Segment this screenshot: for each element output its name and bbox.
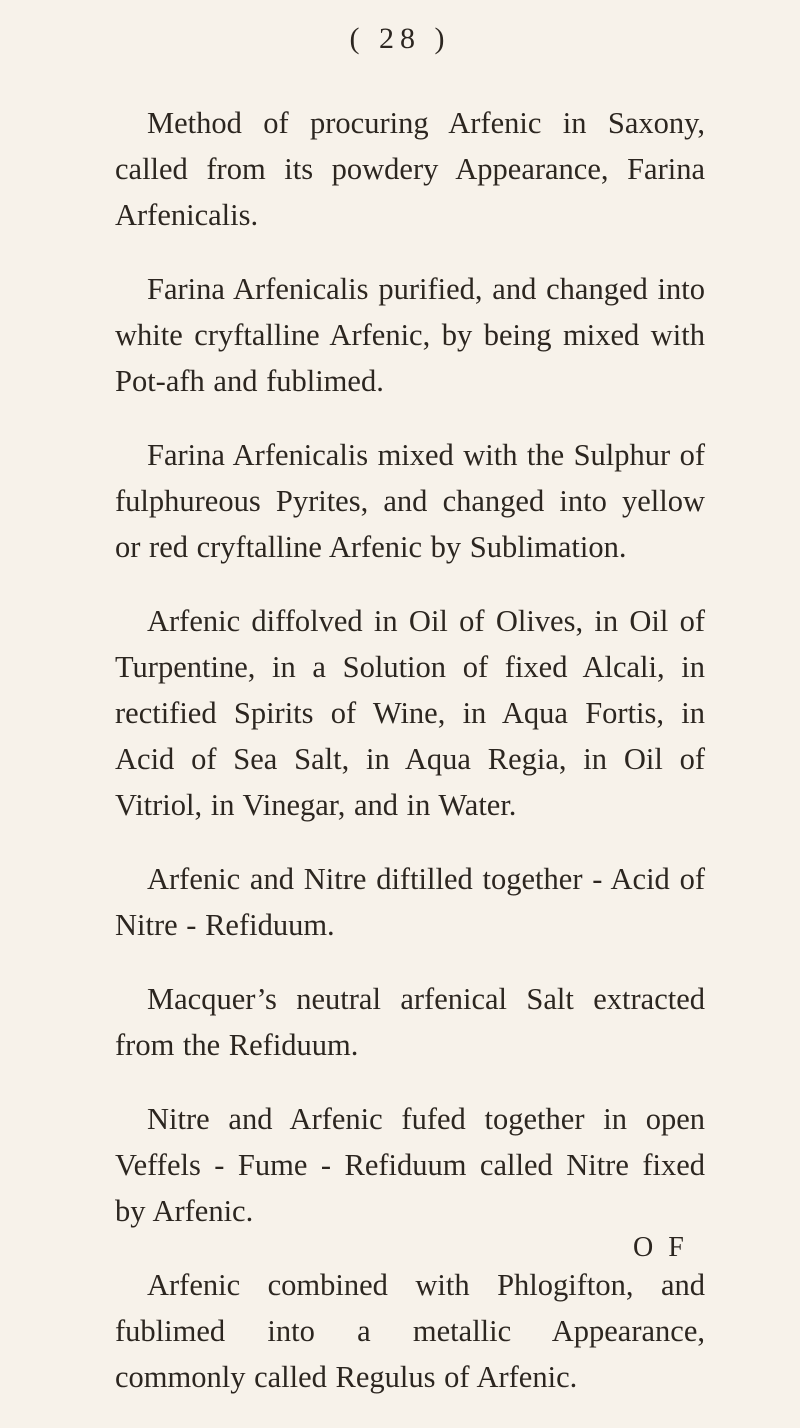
paragraph-farina-purified: Farina Arfenicalis purified, and changed into white cryftalline Arfenic, by being mixed with Pot-afh and fublimed.: [115, 272, 705, 398]
paragraph-arsenic-nitre-distilled: Arfenic and Nitre diftilled together - Acid of Nitre - Refiduum.: [115, 862, 705, 942]
paragraph-macquer-salt: Macquer’s neutral arfenical Salt extracted from the Refiduum.: [115, 982, 705, 1062]
paragraph-farina-sulphur: Farina Arfenicalis mixed with the Sulphur of fulphureous Pyrites, and changed into yellow or red cryftalline Arfenic by Sublimation.: [115, 438, 705, 564]
page-number: ( 28 ): [349, 22, 451, 55]
paragraph-regulus: Arfenic combined with Phlogifton, and fublimed into a metallic Appearance, commonly called Regulus of Arfenic.: [115, 1268, 705, 1394]
paragraph-nitre-fused: Nitre and Arfenic fufed together in open Veffels - Fume - Refiduum called Nitre fixed by Arfenic.: [115, 1102, 705, 1228]
catchword: O F: [633, 1232, 688, 1263]
paragraph-arsenic-dissolved: Arfenic diffolved in Oil of Olives, in Oil of Turpentine, in a Solution of fixed Alcali, in rectified Spirits of Wine, in Aqua Fortis, in Acid of Sea Salt, in Aqua Regia, in Oil of Vitriol, in Vinegar, and in Water.: [115, 604, 705, 822]
page-body: [115, 100, 705, 1428]
paragraph-saxony-method: Method of procuring Arfenic in Saxony, called from its powdery Appearance, Farina Arfenicalis.: [115, 106, 705, 232]
